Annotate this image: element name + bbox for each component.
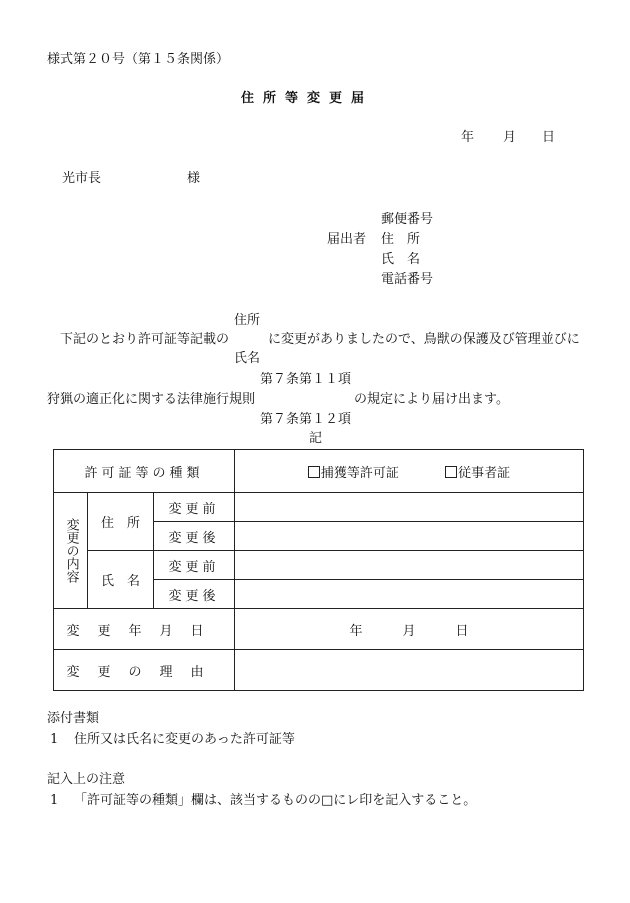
name-before-label: 変更前 <box>168 559 220 575</box>
name-label: 氏 名 <box>381 252 421 267</box>
change-date-label-cell <box>54 609 235 650</box>
postal-code-label: 郵便番号 <box>381 212 434 227</box>
addressee-honorific: 様 <box>187 171 201 186</box>
name-row-label-cell <box>88 551 154 609</box>
page-title: 住所等変更届 <box>241 91 374 106</box>
address-after-label-cell <box>154 522 235 551</box>
date-month-label: 月 <box>503 130 517 145</box>
name-row-label: 氏 名 <box>100 574 140 589</box>
form-number: 様式第２０号（第１５条関係） <box>47 52 230 67</box>
change-date-month: 月 <box>402 623 416 639</box>
option-address: 住所 <box>234 313 261 328</box>
change-content-label-cell <box>54 493 88 609</box>
permit-option-1-checkbox[interactable] <box>308 466 320 478</box>
address-row-label: 住 所 <box>100 516 140 531</box>
address-label: 住 所 <box>381 232 421 247</box>
change-date-label: 変更年月日 <box>66 623 222 639</box>
option-name: 氏名 <box>234 351 261 366</box>
attachments-heading: 添付書類 <box>47 711 100 726</box>
ki-label: 記 <box>309 431 323 446</box>
body-line1-prefix: 下記のとおり許可証等記載の <box>60 332 230 347</box>
date-day-label: 日 <box>542 130 556 145</box>
address-after-field[interactable] <box>235 522 584 551</box>
body-line2-suffix: の規定により届け出ます。 <box>354 392 509 407</box>
address-before-field[interactable] <box>235 493 584 522</box>
permit-type-label-cell <box>54 450 235 493</box>
permit-type-options-cell <box>235 450 584 493</box>
permit-type-label: 許可証等の種類 <box>84 465 204 481</box>
address-before-label-cell <box>154 493 235 522</box>
change-date-year: 年 <box>349 623 363 639</box>
article-option-2: 第７条第１２項 <box>260 412 352 427</box>
notifier-label: 届出者 <box>327 232 367 247</box>
name-before-label-cell <box>154 551 235 580</box>
change-reason-field[interactable] <box>235 650 584 691</box>
change-form-table <box>53 449 584 691</box>
change-content-label: 変更の内容 <box>63 518 79 583</box>
permit-option-2-label: 従事者証 <box>458 465 511 481</box>
address-before-label: 変更前 <box>168 501 220 517</box>
body-line1-suffix: に変更がありましたので、鳥獣の保護及び管理並びに <box>268 332 580 347</box>
article-option-1: 第７条第１１項 <box>260 372 352 387</box>
address-after-label: 変更後 <box>168 530 220 546</box>
note-item-text: 「許可証等の種類」欄は、該当するものの□にレ印を記入すること。 <box>74 793 477 808</box>
name-after-label-cell <box>154 580 235 609</box>
note-item-number: 1 <box>50 793 59 808</box>
permit-option-1-label: 捕獲等許可証 <box>320 465 399 481</box>
change-date-field[interactable] <box>235 609 584 650</box>
change-reason-label: 変更の理由 <box>66 664 222 680</box>
address-row-label-cell <box>88 493 154 551</box>
change-reason-label-cell <box>54 650 235 691</box>
change-date-day: 日 <box>455 623 469 639</box>
phone-label: 電話番号 <box>381 272 434 287</box>
date-year-label: 年 <box>461 130 475 145</box>
attachment-item-text: 住所又は氏名に変更のあった許可証等 <box>74 732 295 747</box>
attachment-item-number: 1 <box>50 732 59 747</box>
body-line2-prefix: 狩猟の適正化に関する法律施行規則 <box>47 392 256 407</box>
permit-option-2-checkbox[interactable] <box>445 466 457 478</box>
name-before-field[interactable] <box>235 551 584 580</box>
addressee-name: 光市長 <box>62 171 102 186</box>
name-after-field[interactable] <box>235 580 584 609</box>
notes-heading: 記入上の注意 <box>47 772 126 787</box>
name-after-label: 変更後 <box>168 588 220 604</box>
